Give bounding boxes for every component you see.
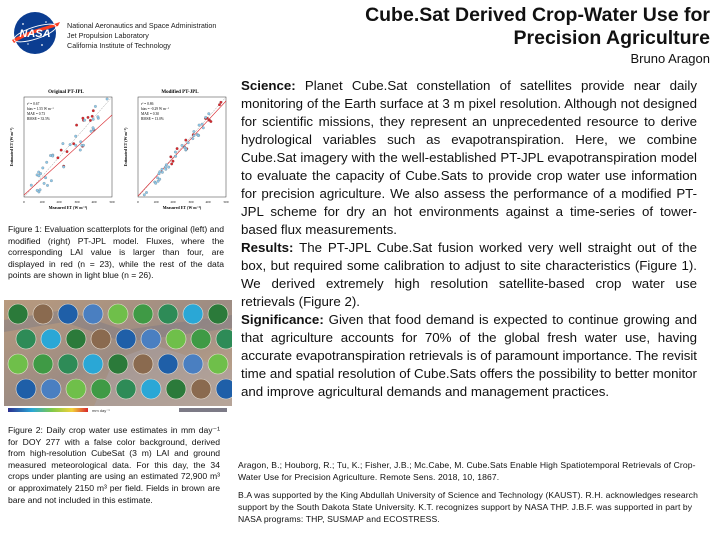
pivot-field — [91, 379, 111, 399]
scatter-point — [220, 101, 223, 104]
scatter-point — [79, 149, 82, 152]
scatter-point — [157, 180, 160, 183]
left-xtick-100: 100 — [39, 200, 45, 204]
scatter-point — [202, 127, 205, 130]
pivot-field — [83, 354, 103, 374]
scatter-point — [106, 98, 109, 101]
right-stat-bias: bias = -0.29 W m⁻² — [141, 107, 169, 111]
scatter-point — [87, 116, 90, 119]
pivot-field — [41, 379, 61, 399]
pivot-field — [141, 329, 161, 349]
org-line-caltech: California Institute of Technology — [67, 41, 171, 50]
left-xtick-300: 300 — [74, 200, 80, 204]
left-xtick-200: 200 — [56, 200, 62, 204]
scatter-point — [39, 172, 42, 175]
pivot-field — [183, 354, 203, 374]
left-stat-r2: r² = 0.67 — [27, 102, 40, 106]
acknowledgement: B.A was supported by the King Abdullah University of Science and Technology (KAUST). R.H. acknowledges research support by the South Dakota State University. K.T. recognizes support by NASA THP. J.B.F. was supported in part by NASA programs: THP, SUSMAP and ECOSTRESS. — [238, 490, 698, 524]
organization-block — [67, 21, 216, 51]
right-xlabel: Measured ET (W m⁻²) — [162, 205, 202, 210]
scatter-point — [91, 115, 94, 118]
scatter-point — [97, 116, 100, 119]
logo-wordmark: NASA — [19, 28, 51, 40]
scatter-point — [159, 171, 162, 174]
scatter-point — [42, 167, 45, 170]
scatter-point — [204, 116, 207, 119]
figure-1-scatterplots — [4, 85, 232, 217]
science-heading: Science: — [241, 78, 296, 93]
scatter-point — [170, 163, 173, 166]
title-line-1: Cube.Sat Derived Crop-Water Use for — [365, 4, 710, 26]
scatter-point — [174, 155, 177, 158]
pivot-field — [183, 304, 203, 324]
pivot-field — [8, 304, 28, 324]
pivot-field — [108, 304, 128, 324]
scatter-point — [57, 157, 60, 160]
left-stat-rmse: RMSE = 33.5% — [27, 117, 50, 121]
scatter-point — [218, 103, 221, 106]
scatter-point — [156, 177, 159, 180]
right-stat-rmse: RMSE = 13.0% — [141, 117, 164, 121]
scatter-point — [92, 127, 95, 130]
author-name: Bruno Aragon — [630, 51, 710, 66]
pivot-field — [208, 304, 228, 324]
pivot-field — [33, 354, 53, 374]
figure-1-caption: Figure 1: Evaluation scatterplots for the original (left) and modified (right) PT-JPL model. Fluxes, where the corresponding LAI value is larger than four, are displayed in red (n = 23), while the rest of the data points are shown in light blue (n = 26). — [8, 224, 224, 281]
scatter-point — [60, 149, 63, 152]
scatter-point — [38, 175, 41, 178]
pivot-field — [133, 354, 153, 374]
scatter-point — [192, 137, 195, 140]
pivot-field — [108, 354, 128, 374]
scatter-point — [143, 194, 146, 197]
scatter-point — [36, 189, 39, 192]
science-paragraph: Planet Cube.Sat constellation of satellites provide near daily monitoring of the Earth surface at 3 m pixel resolution. Although not designed for scientific missions, they represent an unprecedented resource to derive hydrological variables such as evapotranspiration. Here, we combine Cube.Sat imagery with the well-established PT-JPL evapotranspiration model to evaluate the capacity of Cube.Sats to provide crop water use information for precision agriculture. We also assess the performance of a modified PT-JPL scheme for dry an hot environments against a time-series of tower-based flux measurements. — [241, 78, 697, 237]
scatter-point — [74, 144, 77, 147]
significance-paragraph: Given that food demand is expected to continue growing and that agriculture accounts for 70% of the global fresh water use, having accurate evapotranspiration retrievals is of paramount importance. The revisit time and spatial resolution of Cube.Sats offers the possibility to better monitor and improve agricultural demands and management practices. — [241, 312, 697, 399]
left-ylabel: Estimated ET (W m⁻²) — [9, 127, 14, 167]
scatter-point — [82, 144, 85, 147]
pivot-field — [191, 379, 211, 399]
scatter-point — [198, 124, 201, 127]
left-xtick-0: 0 — [23, 200, 25, 204]
scatter-point — [79, 141, 82, 144]
scatter-point — [51, 155, 54, 158]
org-line-nasa: National Aeronautics and Space Administration — [67, 21, 217, 30]
colorbar-label: mm day⁻¹ — [92, 408, 110, 413]
figure-2-crop-water-map — [4, 300, 232, 418]
right-panel-title: Modified PT-JPL — [161, 90, 199, 95]
right-ylabel: Estimated ET (W m⁻²) — [123, 127, 128, 167]
pivot-field — [66, 329, 86, 349]
scatter-point — [69, 143, 72, 146]
scatter-point — [193, 134, 196, 137]
scatter-point — [89, 119, 92, 122]
right-xtick-400: 400 — [205, 200, 211, 204]
scatter-point — [66, 150, 69, 153]
right-xtick-100: 100 — [153, 200, 159, 204]
pivot-field — [58, 304, 78, 324]
right-xtick-500: 500 — [223, 200, 229, 204]
pivot-field — [158, 304, 178, 324]
main-text — [241, 77, 697, 401]
left-xlabel: Measured ET (W m⁻²) — [48, 205, 88, 210]
pivot-field — [116, 329, 136, 349]
figure-2-caption: Figure 2: Daily crop water use estimates in mm day⁻¹ for DOY 277 with a false color background, derived from high-resolution CubeSat (3 m) LAI and ground measured meteorological data. For this day, the 34 crops under planting are using an estimated 72,900 m³ or approximately 2150 m³ per field. Fields in brown are bare and not included in this estimate. — [8, 425, 220, 505]
scatter-point — [172, 160, 175, 163]
results-heading: Results: — [241, 240, 294, 255]
title-line-2: Precision Agriculture — [513, 27, 710, 49]
right-xtick-200: 200 — [170, 200, 176, 204]
pivot-field — [91, 329, 111, 349]
left-xtick-500: 500 — [109, 200, 115, 204]
scatter-point — [187, 141, 190, 144]
pivot-field — [83, 304, 103, 324]
scatter-point — [43, 182, 46, 185]
scatter-point — [165, 168, 168, 171]
scatter-point — [62, 166, 65, 169]
scatter-point — [161, 168, 164, 171]
results-paragraph: The PT-JPL Cube.Sat fusion worked very well straight out of the box, but required some calibration to adjust to site characteristics (Figure 1). We derived extremely high resolution satellite-based crop water use retrievals (Figure 2). — [241, 240, 697, 309]
significance-heading: Significance: — [241, 312, 324, 327]
colorbar — [8, 408, 88, 412]
reference-citation: Aragon, B.; Houborg, R.; Tu, K.; Fisher, J.B.; Mc.Cabe, M. Cube.Sats Enable High Spatiotemporal Retrievals of Crop-Water Use for Precision Agriculture. Remote Sens. 2018, 10, 1867. — [238, 460, 696, 482]
scatter-point — [197, 134, 200, 137]
right-xtick-0: 0 — [137, 200, 139, 204]
pivot-field — [191, 329, 211, 349]
scatter-point — [30, 184, 33, 187]
pivot-field — [141, 379, 161, 399]
pivot-field — [58, 354, 78, 374]
pivot-field — [208, 354, 228, 374]
scatter-point — [92, 118, 95, 121]
scatter-point — [167, 166, 170, 169]
scale-bar — [179, 408, 227, 412]
left-xtick-400: 400 — [91, 200, 97, 204]
scatter-point — [74, 135, 77, 138]
pivot-field — [66, 379, 86, 399]
scatter-point — [161, 171, 164, 174]
pivot-field — [133, 304, 153, 324]
scatter-point — [94, 105, 97, 108]
left-stat-bias: bias = 1.55 W m⁻² — [27, 107, 54, 111]
left-panel-title: Original PT-JPL — [48, 90, 84, 95]
scatter-point — [174, 151, 177, 154]
scatter-point — [44, 176, 47, 179]
pivot-field — [116, 379, 136, 399]
scatter-point — [90, 130, 93, 133]
scatter-point — [62, 142, 65, 145]
scatter-point — [185, 148, 188, 151]
scatter-point — [170, 156, 173, 159]
scatter-point — [176, 147, 179, 150]
scatter-point — [208, 119, 211, 122]
pivot-field — [166, 329, 186, 349]
right-xtick-300: 300 — [188, 200, 194, 204]
pivot-field — [41, 329, 61, 349]
nasa-logo — [8, 10, 62, 56]
scatter-point — [75, 124, 78, 127]
pivot-field — [158, 354, 178, 374]
org-line-jpl: Jet Propulsion Laboratory — [67, 31, 149, 40]
scatter-point — [50, 179, 53, 182]
poster-title — [270, 4, 710, 50]
scatter-point — [185, 139, 188, 142]
scatter-point — [39, 189, 42, 192]
pivot-field — [8, 354, 28, 374]
scatter-point — [145, 191, 148, 194]
pivot-field — [166, 379, 186, 399]
scatter-point — [201, 123, 204, 126]
scatter-point — [46, 184, 49, 187]
scatter-point — [154, 182, 157, 185]
right-stat-mae: MAE = 0.30 — [141, 112, 160, 116]
pivot-field — [33, 304, 53, 324]
pivot-field — [16, 329, 36, 349]
left-stat-mae: MAE = 0.73 — [27, 112, 46, 116]
right-stat-r2: r² = 0.86 — [141, 102, 154, 106]
scatter-point — [193, 130, 196, 133]
scatter-point — [45, 161, 48, 164]
scatter-point — [181, 144, 184, 147]
scatter-point — [92, 109, 95, 112]
scatter-point — [208, 112, 211, 115]
pivot-field — [16, 379, 36, 399]
scatter-point — [83, 119, 86, 122]
